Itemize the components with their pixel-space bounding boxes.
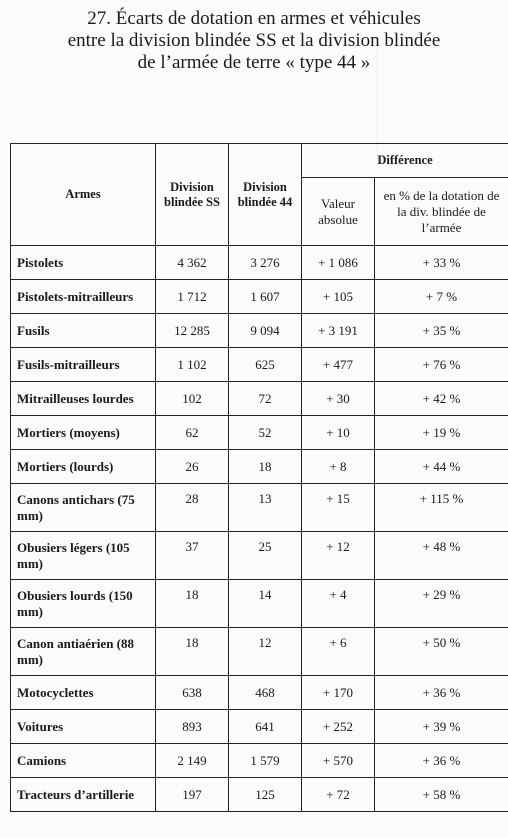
absolute-difference-cell: + 30 [302,382,375,416]
percent-difference-cell: + 33 % [375,246,508,280]
absolute-difference-cell: + 6 [302,628,375,676]
table-row [11,628,508,676]
division-44-cell: 641 [229,710,302,744]
percent-difference-cell: + 36 % [375,676,508,710]
title-line-3: de l’armée de terre « type 44 » [137,52,371,73]
absolute-difference-cell: + 3 191 [302,314,375,348]
percent-difference-cell: + 44 % [375,450,508,484]
weapon-name-cell: Mortiers (moyens) [11,416,156,450]
weapon-name-cell: Camions [11,744,156,778]
division-ss-cell: 18 [156,580,229,628]
table-row [11,484,508,532]
title-line-2: entre la division blindée SS et la division blindée [67,30,441,51]
division-ss-cell: 197 [156,778,229,812]
division-44-cell: 1 607 [229,280,302,314]
division-ss-cell: 28 [156,484,229,532]
division-ss-cell: 4 362 [156,246,229,280]
weapon-name-cell: Mitrailleuses lourdes [11,382,156,416]
table-row [11,382,508,416]
table-row [11,416,508,450]
division-44-cell: 52 [229,416,302,450]
header-division-44: Division blindée 44 [229,144,302,246]
division-ss-cell: 62 [156,416,229,450]
weapon-name-cell: Motocyclettes [11,676,156,710]
absolute-difference-cell: + 15 [302,484,375,532]
absolute-difference-cell: + 12 [302,532,375,580]
table-row [11,348,508,382]
title-line-1: 27. Écarts de dotation en armes et véhicules [87,8,421,29]
absolute-difference-cell: + 10 [302,416,375,450]
division-44-cell: 18 [229,450,302,484]
division-44-cell: 9 094 [229,314,302,348]
percent-difference-cell: + 58 % [375,778,508,812]
weapon-name-cell: Canon antiaérien (88 mm) [11,628,156,676]
table-row [11,778,508,812]
weapon-name-cell: Obusiers légers (105 mm) [11,532,156,580]
division-ss-cell: 12 285 [156,314,229,348]
table-row [11,450,508,484]
division-ss-cell: 1 102 [156,348,229,382]
percent-difference-cell: + 35 % [375,314,508,348]
division-44-cell: 1 579 [229,744,302,778]
weapon-name-cell: Fusils-mitrailleurs [11,348,156,382]
header-pourcentage: en % de la dotation de la div. blindée de l’armée [375,178,508,246]
absolute-difference-cell: + 4 [302,580,375,628]
division-44-cell: 468 [229,676,302,710]
division-44-cell: 3 276 [229,246,302,280]
table-row [11,246,508,280]
header-difference: Différence [302,144,508,178]
weapons-table [10,143,508,812]
percent-difference-cell: + 29 % [375,580,508,628]
division-44-cell: 13 [229,484,302,532]
percent-difference-cell: + 50 % [375,628,508,676]
division-ss-cell: 2 149 [156,744,229,778]
absolute-difference-cell: + 570 [302,744,375,778]
table-row [11,676,508,710]
division-ss-cell: 1 712 [156,280,229,314]
table-body [11,246,508,812]
absolute-difference-cell: + 8 [302,450,375,484]
weapon-name-cell: Voitures [11,710,156,744]
weapon-name-cell: Pistolets [11,246,156,280]
absolute-difference-cell: + 105 [302,280,375,314]
percent-difference-cell: + 42 % [375,382,508,416]
table-row [11,280,508,314]
table-row [11,710,508,744]
weapon-name-cell: Pistolets-mitrailleurs [11,280,156,314]
percent-difference-cell: + 19 % [375,416,508,450]
division-ss-cell: 37 [156,532,229,580]
weapon-name-cell: Mortiers (lourds) [11,450,156,484]
percent-difference-cell: + 7 % [375,280,508,314]
division-ss-cell: 893 [156,710,229,744]
division-ss-cell: 18 [156,628,229,676]
percent-difference-cell: + 48 % [375,532,508,580]
absolute-difference-cell: + 477 [302,348,375,382]
division-44-cell: 12 [229,628,302,676]
table-row [11,744,508,778]
table-row [11,580,508,628]
header-valeur-absolue: Valeur absolue [302,178,375,246]
weapon-name-cell: Fusils [11,314,156,348]
table-row [11,314,508,348]
division-44-cell: 625 [229,348,302,382]
division-44-cell: 125 [229,778,302,812]
weapon-name-cell: Tracteurs d’artillerie [11,778,156,812]
absolute-difference-cell: + 252 [302,710,375,744]
absolute-difference-cell: + 72 [302,778,375,812]
division-ss-cell: 26 [156,450,229,484]
percent-difference-cell: + 76 % [375,348,508,382]
percent-difference-cell: + 36 % [375,744,508,778]
header-armes: Armes [11,144,156,246]
absolute-difference-cell: + 170 [302,676,375,710]
percent-difference-cell: + 39 % [375,710,508,744]
division-ss-cell: 102 [156,382,229,416]
weapon-name-cell: Obusiers lourds (150 mm) [11,580,156,628]
percent-difference-cell: + 115 % [375,484,508,532]
division-ss-cell: 638 [156,676,229,710]
absolute-difference-cell: + 1 086 [302,246,375,280]
division-44-cell: 14 [229,580,302,628]
weapon-name-cell: Canons antichars (75 mm) [11,484,156,532]
header-division-ss: Division blindée SS [156,144,229,246]
division-44-cell: 72 [229,382,302,416]
table-row [11,532,508,580]
division-44-cell: 25 [229,532,302,580]
